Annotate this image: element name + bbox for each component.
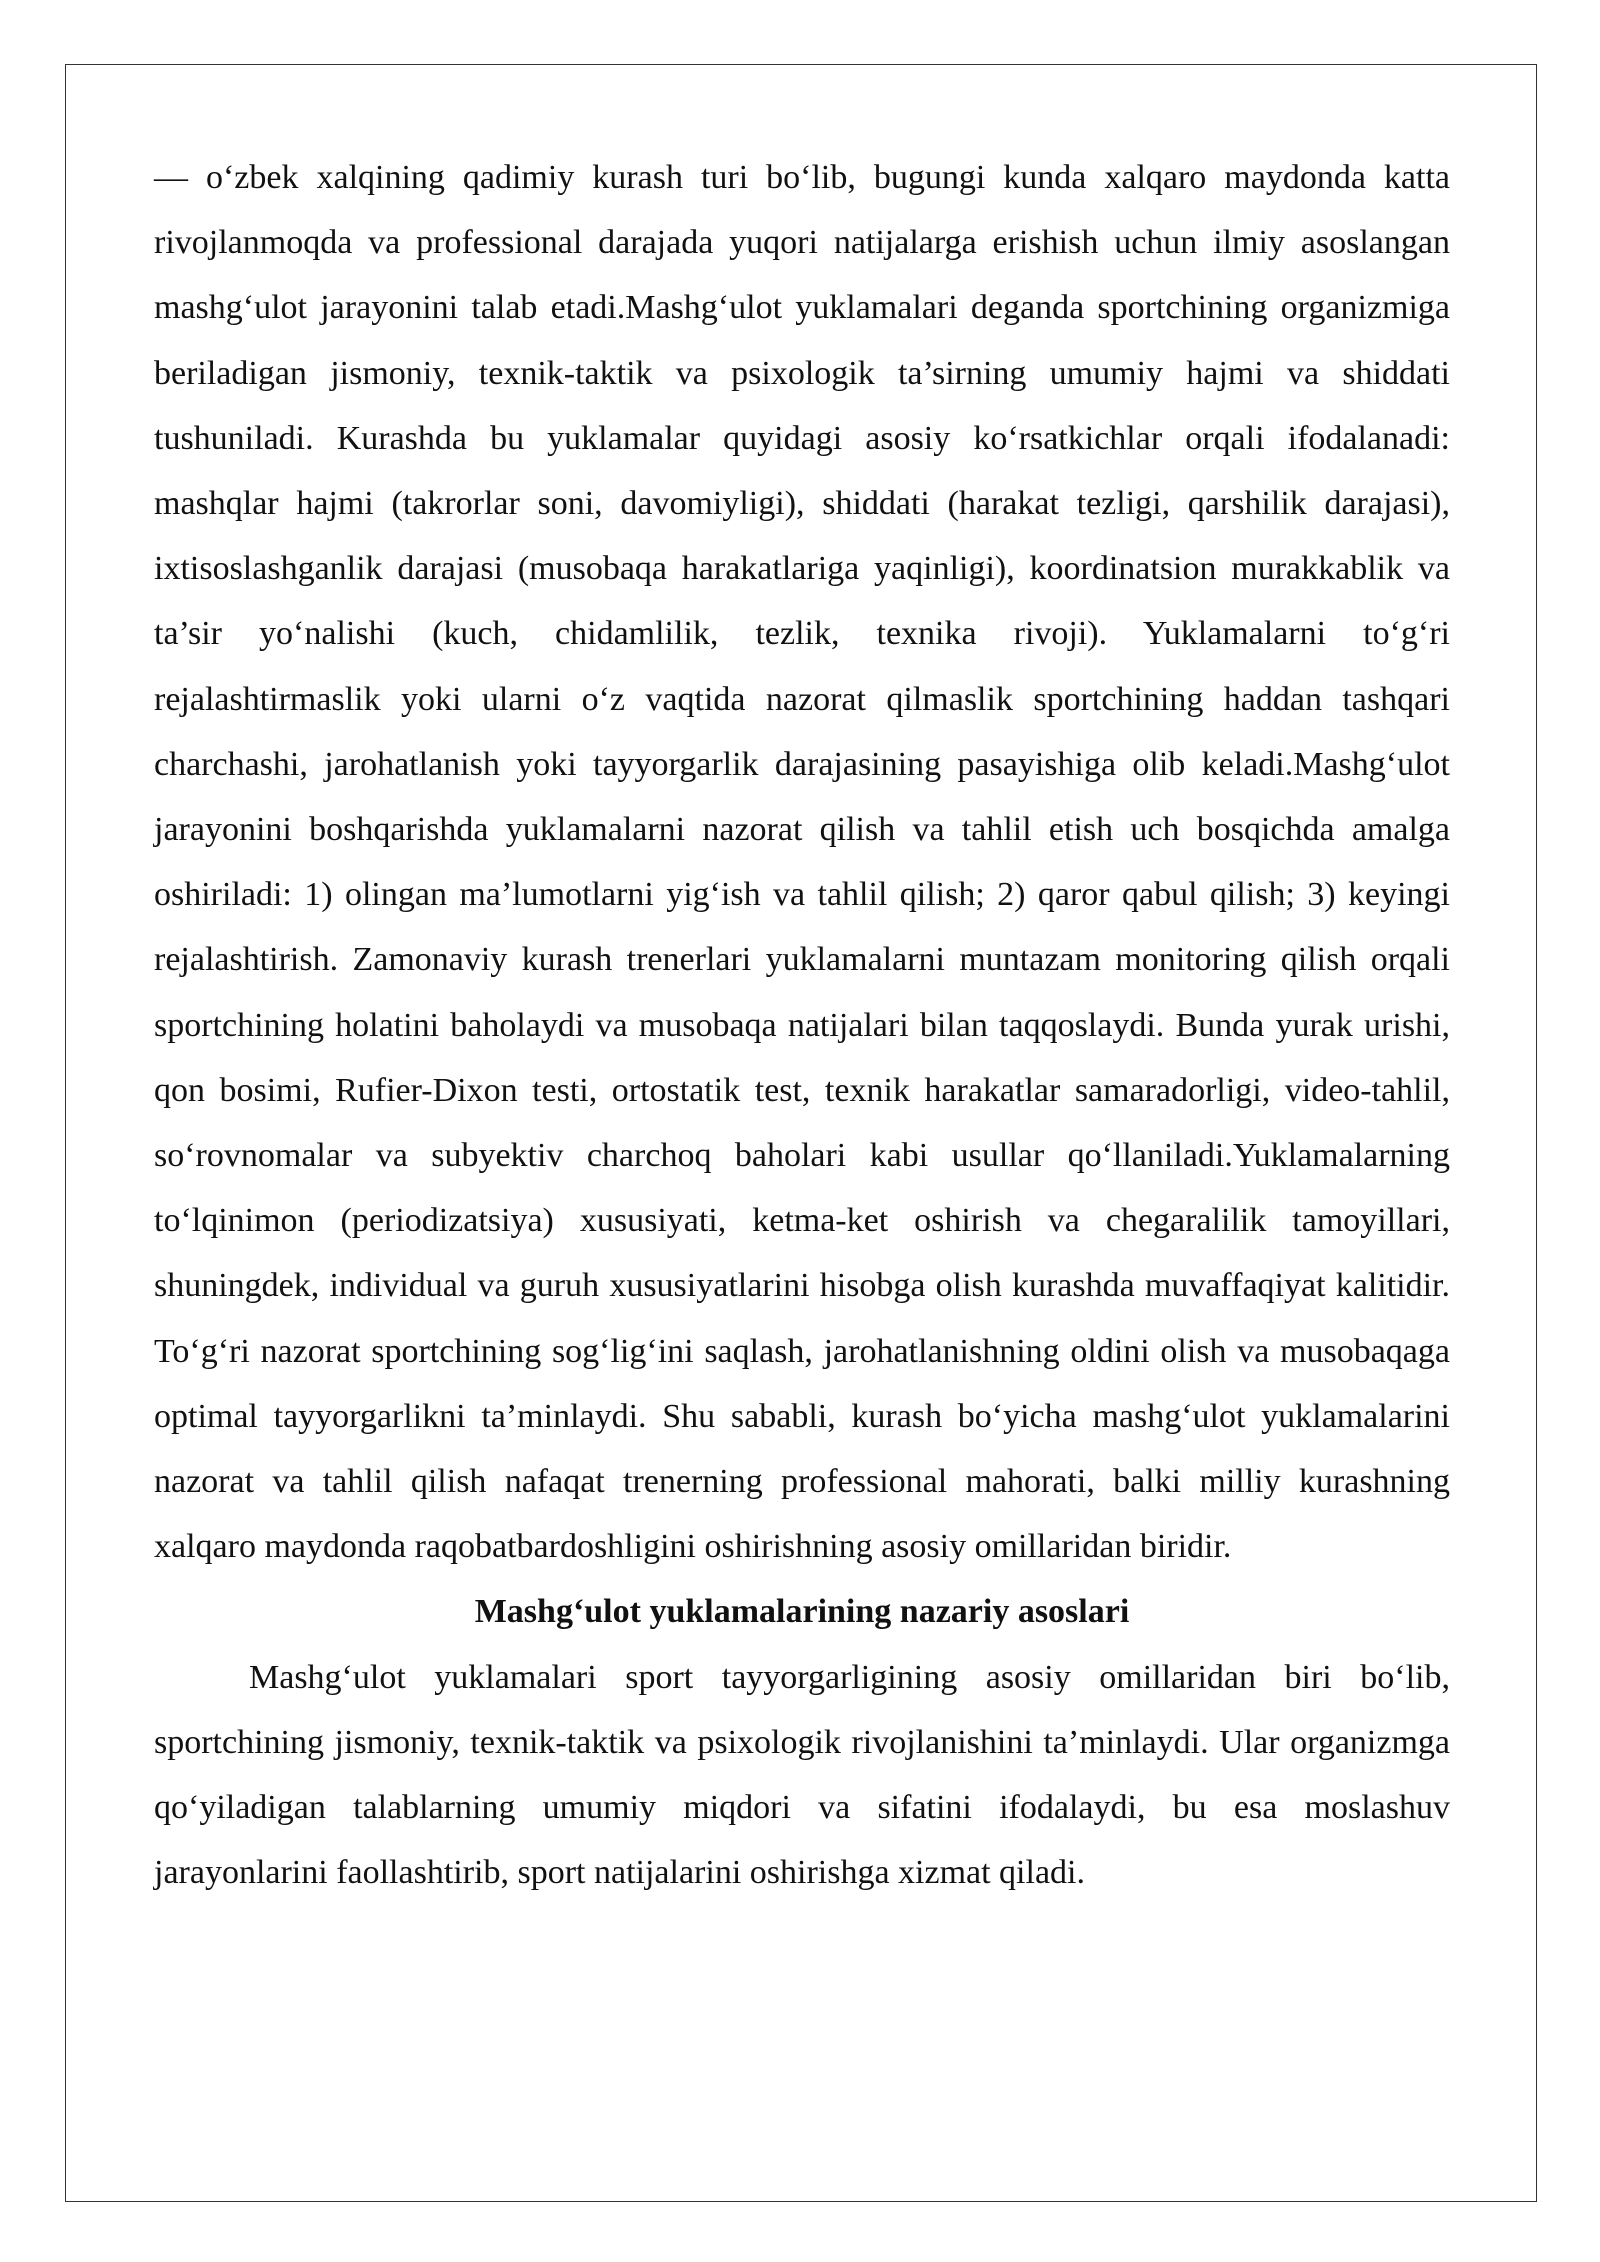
body-paragraph: — o‘zbek xalqining qadimiy kurash turi bo‘lib, bugungi kunda xalqaro maydonda katta rivojlanmoqda va professional darajada yuqori natijalarga erishish uchun ilmiy asoslangan mashg‘ulot jarayonini talab etadi.Mashg‘ulot yuklamalari deganda sportchining organizmiga beriladigan jismoniy, texnik-taktik va psixologik ta’sirning umumiy hajmi va shiddati tushuniladi. Kurashda bu yuklamalar quyidagi asosiy ko‘rsatkichlar orqali ifodalanadi: mashqlar hajmi (takrorlar soni, davomiyligi), shiddati (harakat tezligi, qarshilik darajasi), ixtisoslashganlik darajasi (musobaqa harakatlariga yaqinligi), koordinatsion murakkablik va ta’sir yo‘nalishi (kuch, chidamlilik, tezlik, texnika rivoji). Yuklamalarni to‘g‘ri rejalashtirmaslik yoki ularni o‘z vaqtida nazorat qilmaslik sportchining haddan tashqari charchashi, jarohatlanish yoki tayyorgarlik darajasining pasayishiga olib keladi.Mashg‘ulot jarayonini boshqarishda yuklamalarni nazorat qilish va tahlil etish uch bosqichda amalga oshiriladi: 1) olingan ma’lumotlarni yig‘ish va tahlil qilish; 2) qaror qabul qilish; 3) keyingi rejalashtirish. Zamonaviy kurash trenerlari yuklamalarni muntazam monitoring qilish orqali sportchining holatini baholaydi va musobaqa natijalari bilan taqqoslaydi. Bunda yurak urishi, qon bosimi, Rufier-Dixon testi, ortostatik test, texnik harakatlar samaradorligi, video-tahlil, so‘rovnomalar va subyektiv charchoq baholari kabi usullar qo‘llaniladi.Yuklamalarning to‘lqinimon (periodizatsiya) xususiyati, ketma-ket oshirish va chegaralilik tamoyillari, shuningdek, individual va guruh xususiyatlarini hisobga olish kurashda muvaffaqiyat kalitidir. To‘g‘ri nazorat sportchining sog‘lig‘ini saqlash, jarohatlanishning oldini olish va musobaqaga optimal tayyorgarlikni ta’minlaydi. Shu sababli, kurash bo‘yicha mashg‘ulot yuklamalarini nazorat va tahlil qilish nafaqat trenerning professional mahorati, balki milliy kurashning xalqaro maydonda raqobatbardoshligini oshirishning asosiy omillaridan biridir. (154, 159, 1450, 1566)
body-paragraph: Mashg‘ulot yuklamalari sport tayyorgarligining asosiy omillaridan biri bo‘lib, sportchining jismoniy, texnik-taktik va psixologik rivojlanishini ta’minlaydi. Ular organizmga qo‘yiladigan talablarning umumiy miqdori va sifatini ifodalaydi, bu esa moslashuv jarayonlarini faollashtirib, sport natijalarini oshirishga xizmat qiladi. (154, 1658, 1450, 1892)
document-body (154, 145, 1450, 1905)
section-heading: Mashg‘ulot yuklamalarining nazariy asoslari (474, 1593, 1130, 1631)
